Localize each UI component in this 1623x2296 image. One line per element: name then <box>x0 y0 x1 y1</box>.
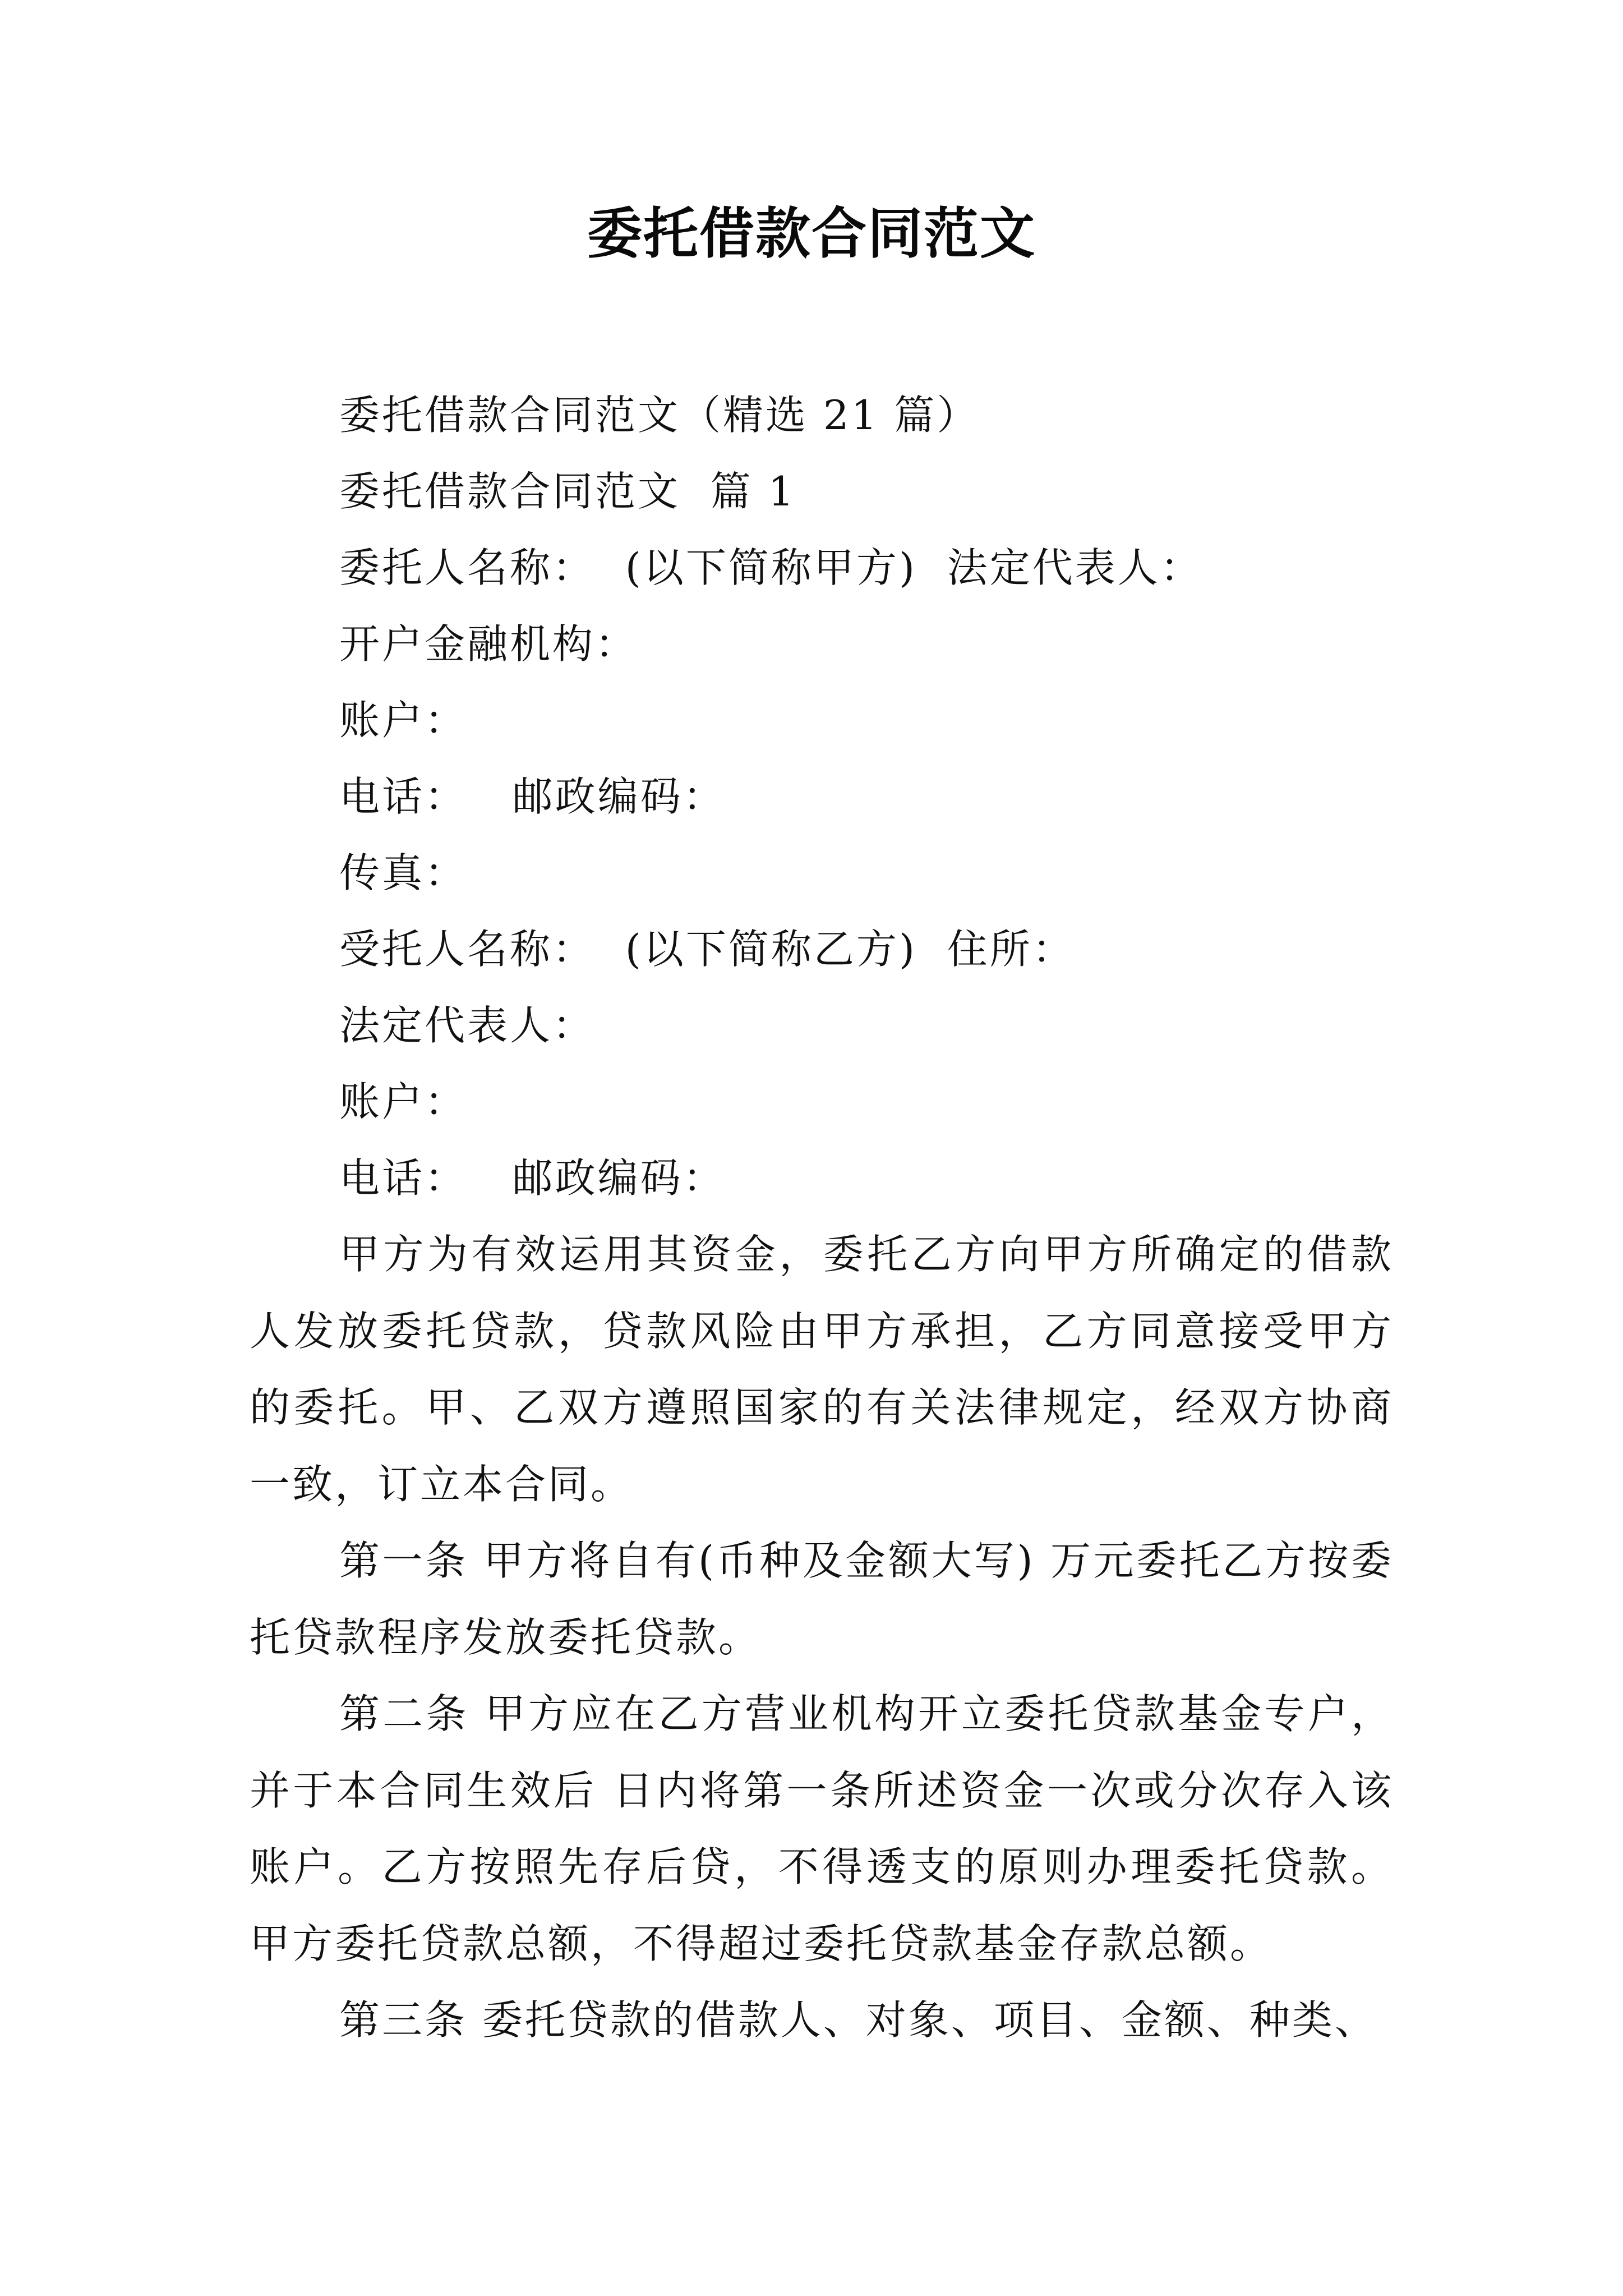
field-line: 法定代表人： <box>339 1002 596 1049</box>
field-line: 受托人名称： (以下简称乙方) 住所： <box>339 926 1075 973</box>
document-title: 委托借款合同范文 <box>587 201 1036 266</box>
article-paragraph: 第二条 甲方应在乙方营业机构开立委托贷款基金专户，并于本合同生效后 日内将第一条所述资金一次或分次存入该账户。乙方按照先存后贷，不得透支的原则办理委托贷款。甲方委托贷款总额，不得超过委托贷款基金存款总额。 <box>250 1690 1394 1967</box>
section-heading: 委托借款合同范文 篇 1 <box>339 468 796 515</box>
article-paragraph: 第一条 甲方将自有(币种及金额大写) 万元委托乙方按委托贷款程序发放委托贷款。 <box>250 1537 1394 1661</box>
field-line: 委托人名称： (以下简称甲方) 法定代表人： <box>339 544 1203 591</box>
body-paragraph: 甲方为有效运用其资金，委托乙方向甲方所确定的借款人发放委托贷款，贷款风险由甲方承担，乙方同意接受甲方的委托。甲、乙双方遵照国家的有关法律规定，经双方协商一致，订立本合同。 <box>250 1231 1394 1508</box>
field-line: 传真： <box>339 849 468 896</box>
subtitle-line: 委托借款合同范文（精选 21 篇） <box>339 392 980 439</box>
field-line: 电话： 邮政编码： <box>339 1154 726 1202</box>
field-line: 开户金融机构： <box>339 620 638 668</box>
field-line: 账户： <box>339 1078 468 1125</box>
field-line: 账户： <box>339 697 468 744</box>
article-paragraph: 第三条 委托贷款的借款人、对象、项目、金额、种类、 <box>339 1996 1377 2044</box>
field-line: 电话： 邮政编码： <box>339 773 726 820</box>
